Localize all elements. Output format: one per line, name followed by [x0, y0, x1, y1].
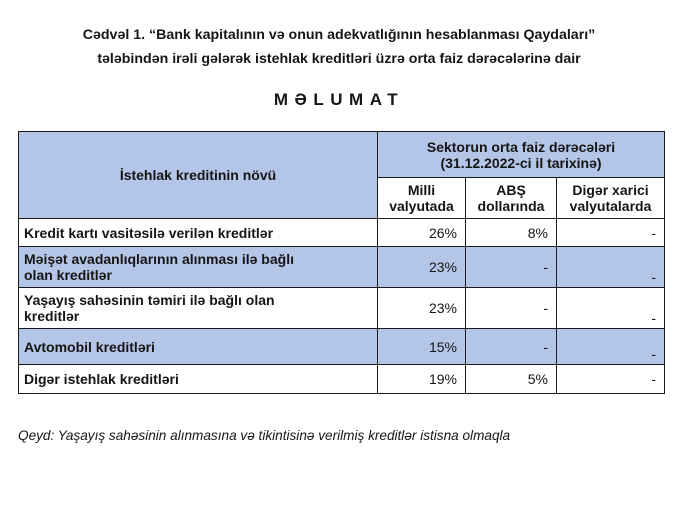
header-loan-type-label: İstehlak kreditinin növü: [119, 167, 277, 183]
row-label-line1: Məişət avadanlıqlarının alınması ilə bağlı: [24, 251, 294, 267]
header-other-currencies-line1: Digər xarici: [572, 182, 649, 198]
cell-other: -: [557, 329, 665, 365]
table-row: [19, 288, 665, 329]
cell-national: 15%: [378, 329, 466, 365]
header-usd-line1: ABŞ: [496, 182, 526, 198]
row-label: [19, 365, 378, 394]
header-sector-rates-line2: (31.12.2022-ci il tarixinə): [440, 154, 602, 171]
header-usd-line2: dollarında: [477, 198, 545, 214]
header-other-currencies: [557, 178, 665, 219]
cell-national: 23%: [378, 288, 466, 329]
table-row: [19, 365, 665, 394]
row-label: [19, 247, 378, 288]
row-label-line2: kreditlər: [24, 308, 80, 324]
row-label: [19, 219, 378, 247]
cell-national: 26%: [378, 219, 466, 247]
cell-usd: 5%: [466, 365, 557, 394]
cell-usd: -: [466, 329, 557, 365]
header-usd: [466, 178, 557, 219]
cell-usd: -: [466, 247, 557, 288]
document-heading: MƏLUMAT: [273, 90, 405, 109]
header-loan-type: [19, 132, 378, 219]
interest-rates-table: [18, 131, 665, 394]
cell-national: 23%: [378, 247, 466, 288]
cell-national: 19%: [378, 365, 466, 394]
header-national-currency-line1: Milli: [407, 182, 436, 198]
header-sector-rates-line1: Sektorun orta faiz dərəcələri: [426, 138, 616, 155]
row-label-line1: Kredit kartı vasitəsilə verilən kreditlər: [24, 224, 274, 241]
header-sector-rates: [378, 132, 665, 178]
cell-other: -: [557, 219, 665, 247]
row-label-line1: Yaşayış sahəsinin təmiri ilə bağlı olan: [24, 292, 275, 308]
table-row: [19, 219, 665, 247]
cell-other: -: [557, 247, 665, 288]
row-label-line1: Digər istehlak kreditləri: [24, 371, 179, 387]
cell-usd: -: [466, 288, 557, 329]
cell-other: -: [557, 288, 665, 329]
cell-usd: 8%: [466, 219, 557, 247]
table-row: [19, 247, 665, 288]
row-label-line1: Avtomobil kreditləri: [24, 338, 155, 355]
document-title-line1: Cədvəl 1. “Bank kapitalının və onun adekvatlığının hesablanması Qaydaları”: [82, 27, 596, 43]
table-note: Qeyd: Yaşayış sahəsinin alınmasına və tikintisinə verilmiş kreditlər istisna olmaqla: [18, 428, 511, 443]
document-title-line2: tələbindən irəli gələrək istehlak kreditləri üzrə orta faiz dərəcələrinə dair: [97, 51, 581, 67]
header-other-currencies-line2: valyutalarda: [569, 198, 652, 214]
row-label-line2: olan kreditlər: [24, 267, 112, 283]
row-label: [19, 329, 378, 365]
row-label: [19, 288, 378, 329]
table-row: [19, 329, 665, 365]
header-national-currency: [378, 178, 466, 219]
header-national-currency-line2: valyutada: [389, 198, 454, 214]
cell-other: -: [557, 365, 665, 394]
